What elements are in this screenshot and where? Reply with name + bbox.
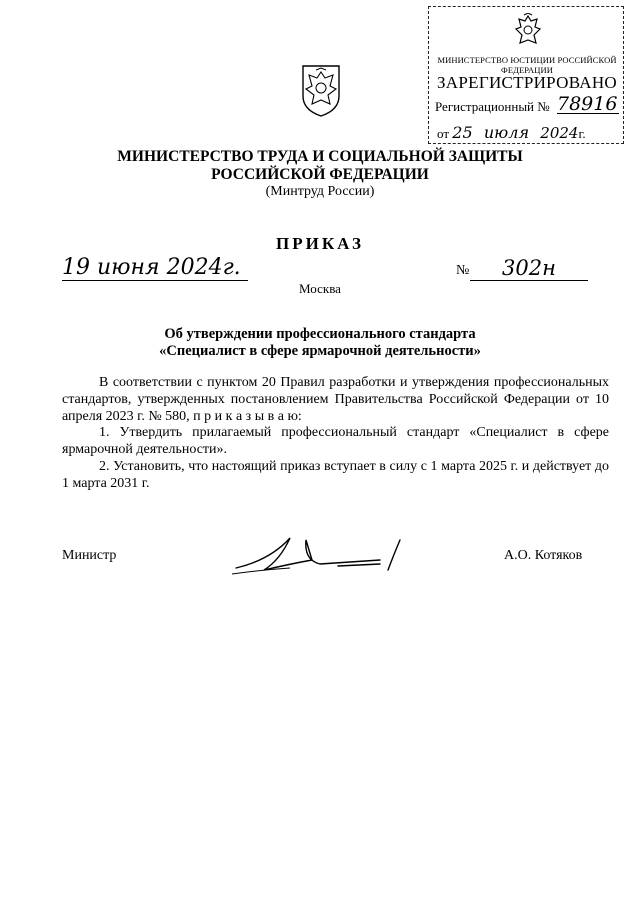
ministry-name-line1: МИНИСТЕРСТВО ТРУДА И СОЦИАЛЬНОЙ ЗАЩИТЫ xyxy=(117,148,523,165)
stamp-date-year: 2024 xyxy=(540,124,579,142)
paragraph-text: 2. Установить, что настоящий приказ вступает в силу с 1 марта 2025 г. и действует до 1 марта 2031 г. xyxy=(62,459,609,491)
body-paragraph-1 xyxy=(62,374,609,425)
handwritten-signature xyxy=(230,530,420,578)
order-title-line1: Об утверждении профессионального стандарта xyxy=(164,326,476,342)
paragraph-text: 1. Утвердить прилагаемый профессиональный стандарт «Специалист в сфере ярмарочной деятельности». xyxy=(62,425,609,457)
document-type: ПРИКАЗ xyxy=(276,234,364,253)
order-city: Москва xyxy=(299,281,341,296)
stamp-registered-label: ЗАРЕГИСТРИРОВАНО xyxy=(436,73,618,92)
stamp-date-line xyxy=(437,123,622,142)
registration-stamp xyxy=(428,6,624,144)
ministry-short-name: (Минтруд России) xyxy=(265,184,375,199)
stamp-date-day: 25 xyxy=(452,123,473,142)
body-paragraph-3 xyxy=(62,458,609,492)
order-date: 19 июня 2024г. xyxy=(62,256,248,281)
stamp-from-prefix: от xyxy=(437,126,450,141)
stamp-year-suffix: г. xyxy=(578,126,586,141)
stamp-date-month: июля xyxy=(483,123,530,142)
stamp-registration-label: Регистрационный № xyxy=(435,99,550,114)
order-number: 302н xyxy=(470,256,588,281)
ministry-name-line2: РОССИЙСКОЙ ФЕДЕРАЦИИ xyxy=(211,166,429,183)
coat-of-arms-icon xyxy=(299,62,343,118)
stamp-ministry-name: МИНИСТЕРСТВО ЮСТИЦИИ РОССИЙСКОЙ ФЕДЕРАЦИИ xyxy=(437,55,617,75)
stamp-registration-line xyxy=(435,99,550,115)
signatory-name: А.О. Котяков xyxy=(504,548,583,563)
paragraph-text: В соответствии с пунктом 20 Правил разработки и утверждения профессиональных стандартов, утвержденных постановлением Правительства Российской Федерации от 10 апреля 2023 г. № 580, п р и к а з ы в а ю: xyxy=(62,375,609,424)
stamp-registration-number: 78916 xyxy=(557,93,618,115)
order-number-label: № xyxy=(456,263,470,278)
order-title-line2: «Специалист в сфере ярмарочной деятельности» xyxy=(159,343,481,359)
signatory-role: Министр xyxy=(62,548,117,563)
coat-of-arms-icon xyxy=(513,13,543,49)
body-paragraph-2 xyxy=(62,424,609,458)
